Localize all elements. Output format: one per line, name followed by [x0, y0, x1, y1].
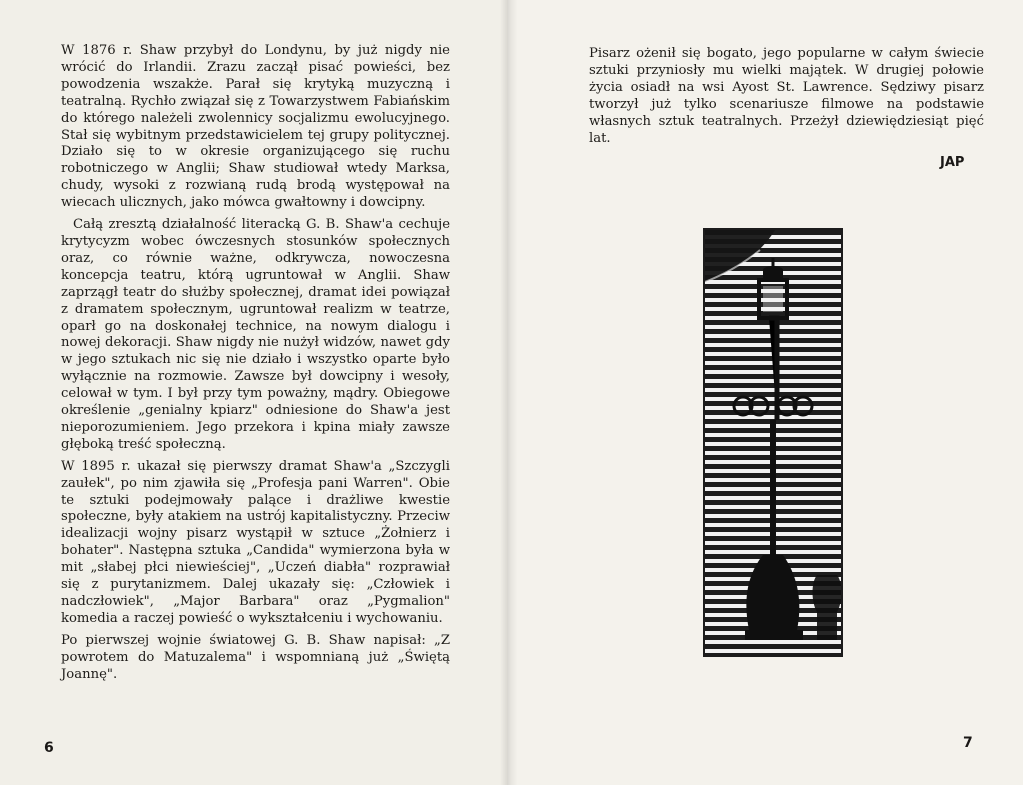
lamp-post-photo: [703, 228, 843, 657]
left-page: [0, 0, 508, 785]
author-signature: JAP: [940, 155, 965, 170]
left-page-text: [61, 43, 450, 689]
right-page-text: [589, 46, 984, 152]
book-gutter: [500, 0, 518, 785]
paragraph: W 1876 r. Shaw przybył do Londynu, by już nigdy nie wrócić do Irlandii. Zrazu zaczął pisać powieści, bez powodzenia wszakże. Parał się krytyką muzyczną i teatralną. Rychło związał się z Towarzystwem Fabiańskim do którego należeli zwolennicy socjalizmu ewolucyjnego. Stał się wybitnym przedstawicielem tej grupy politycznej. Działo się to w okresie organizującego się ruchu robotniczego w Anglii; Shaw studiował wtedy Marksa, chudy, wysoki z rozwianą rudą brodą występował na wiecach ulicznych, jako mówca gwałtowny i dowcipny.: [61, 43, 450, 211]
page-number-right: 7: [963, 735, 973, 751]
paragraph: W 1895 r. ukazał się pierwszy dramat Shaw'a „Szczygli zaułek", po nim zjawiła się „Profesja pani Warren". Obie te sztuki podejmowały palące i drażliwe kwestie społeczne, były atakiem na ustrój kapitalistyczny. Przeciw idealizacji wojny pisarz wystąpił w sztuce „Żołnierz i bohater". Następna sztuka „Candida" wymierzona była w mit „słabej płci niewieściej", „Uczeń diabła" rozprawiał się z purytanizmem. Dalej ukazały się: „Człowiek i nadczłowiek", „Major Barbara" oraz „Pygmalion" komedia a raczej powieść o wykształceniu i wychowaniu.: [61, 458, 450, 626]
paragraph: Całą zresztą działalność literacką G. B. Shaw'a cechuje krytycyzm wobec ówczesnych stosunków społecznych oraz, co równie ważne, odkrywcza, nowoczesna koncepcja teatru, którą ugruntował w Anglii. Shaw zaprzągł teatr do służby społecznej, dramat idei powiązał z dramatem społecznym, ugruntował realizm w teatrze, oparł go na doskonałej technice, na nowym dialogu i nowej dekoracji. Shaw nigdy nie nużył widzów, nawet gdy w jego sztukach nic się nie działo i wszystko oparte było wyłącznie na rozmowie. Zawsze był dowcipny i wesoły, celował w tym. I był przy tym poważny, mądry. Obiegowe określenie „genialny kpiarz" odniesione do Shaw'a jest nieporozumieniem. Jego przekora i kpina miały zawsze głęboką treść społeczną.: [61, 217, 450, 452]
paragraph: Pisarz ożenił się bogato, jego popularne w całym świecie sztuki przyniosły mu wielki majątek. W drugiej połowie życia osiadł na wsi Ayost St. Lawrence. Sędziwy pisarz tworzył już tylko scenariusze filmowe na podstawie własnych sztuk teatralnych. Przeżył dziewiędziesiąt pięć lat.: [589, 46, 984, 146]
paragraph: Po pierwszej wojnie światowej G. B. Shaw napisał: „Z powrotem do Matuzalema" i wspomnianą już „Świętą Joannę".: [61, 632, 450, 682]
page-number-left: 6: [44, 740, 54, 756]
